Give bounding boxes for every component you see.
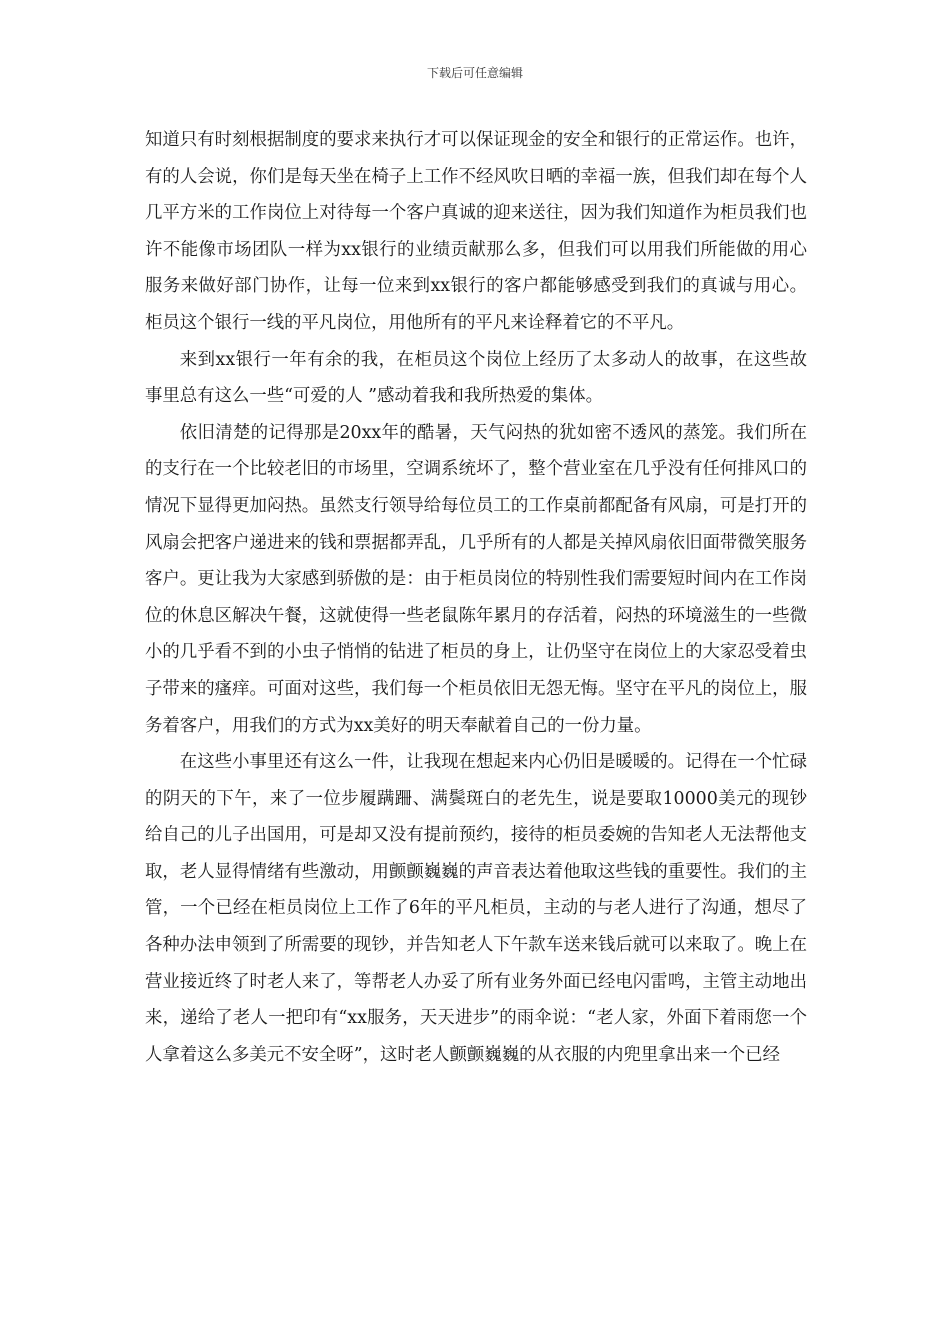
paragraph-2: 来到xx银行一年有余的我，在柜员这个岗位上经历了太多动人的故事，在这些故事里总有这么一些“可爱的人 ”感动着我和我所热爱的集体。 — [145, 349, 807, 407]
paragraph-3: 依旧清楚的记得那是20xx年的酷暑，天气闷热的犹如密不透风的蒸笼。我们所在的支行在一个比较老旧的市场里，空调系统坏了，整个营业室在几乎没有任何排风口的情况下显得更加闷热。虽然支行领导给每位员工的工作桌前都配备有风扇，可是打开的风扇会把客户递进来的钱和票据都弄乱，几乎所有的人都是关掉风扇依旧面带微笑服务客户。更让我为大家感到骄傲的是：由于柜员岗位的特别性我们需要短时间内在工作岗位的休息区解决午餐，这就使得一些老鼠陈年累月的存活着，闷热的环境滋生的一些微小的几乎看不到的小虫子悄悄的钻进了柜员的身上，让仍坚守在岗位上的大家忍受着虫子带来的瘙痒。可面对这些，我们每一个柜员依旧无怨无悔。坚守在平凡的岗位上，服务着客户，用我们的方式为xx美好的明天奉献着自己的一份力量。 — [145, 422, 807, 736]
document-body — [145, 122, 807, 1073]
page-header: 下载后可任意编辑 — [426, 66, 523, 80]
paragraph-4: 在这些小事里还有这么一件，让我现在想起来内心仍旧是暖暖的。记得在一个忙碌的阴天的下午，来了一位步履蹒跚、满鬓斑白的老先生，说是要取10000美元的现钞给自己的儿子出国用，可是却又没有提前预约，接待的柜员委婉的告知老人无法帮他支取，老人显得情绪有些激动，用颤颤巍巍的声音表达着他取这些钱的重要性。我们的主管，一个已经在柜员岗位上工作了6年的平凡柜员，主动的与老人进行了沟通，想尽了各种办法申领到了所需要的现钞，并告知老人下午款车送来钱后就可以来取了。晚上在营业接近终了时老人来了，等帮老人办妥了所有业务外面已经电闪雷鸣，主管主动地出来，递给了老人一把印有“xx服务，天天进步”的雨伞说：“老人家，外面下着雨您一个人拿着这么多美元不安全呀”，这时老人颤颤巍巍的从衣服的内兜里拿出来一个已经 — [145, 752, 807, 1065]
paragraph-1: 知道只有时刻根据制度的要求来执行才可以保证现金的安全和银行的正常运作。也许，有的人会说，你们是每天坐在椅子上工作不经风吹日晒的幸福一族，但我们却在每个人几平方米的工作岗位上对待每一个客户真诚的迎来送往，因为我们知道作为柜员我们也许不能像市场团队一样为xx银行的业绩贡献那么多，但我们可以用我们所能做的用心服务来做好部门协作，让每一位来到xx银行的客户都能够感受到我们的真诚与用心。柜员这个银行一线的平凡岗位，用他所有的平凡来诠释着它的不平凡。 — [145, 130, 807, 333]
